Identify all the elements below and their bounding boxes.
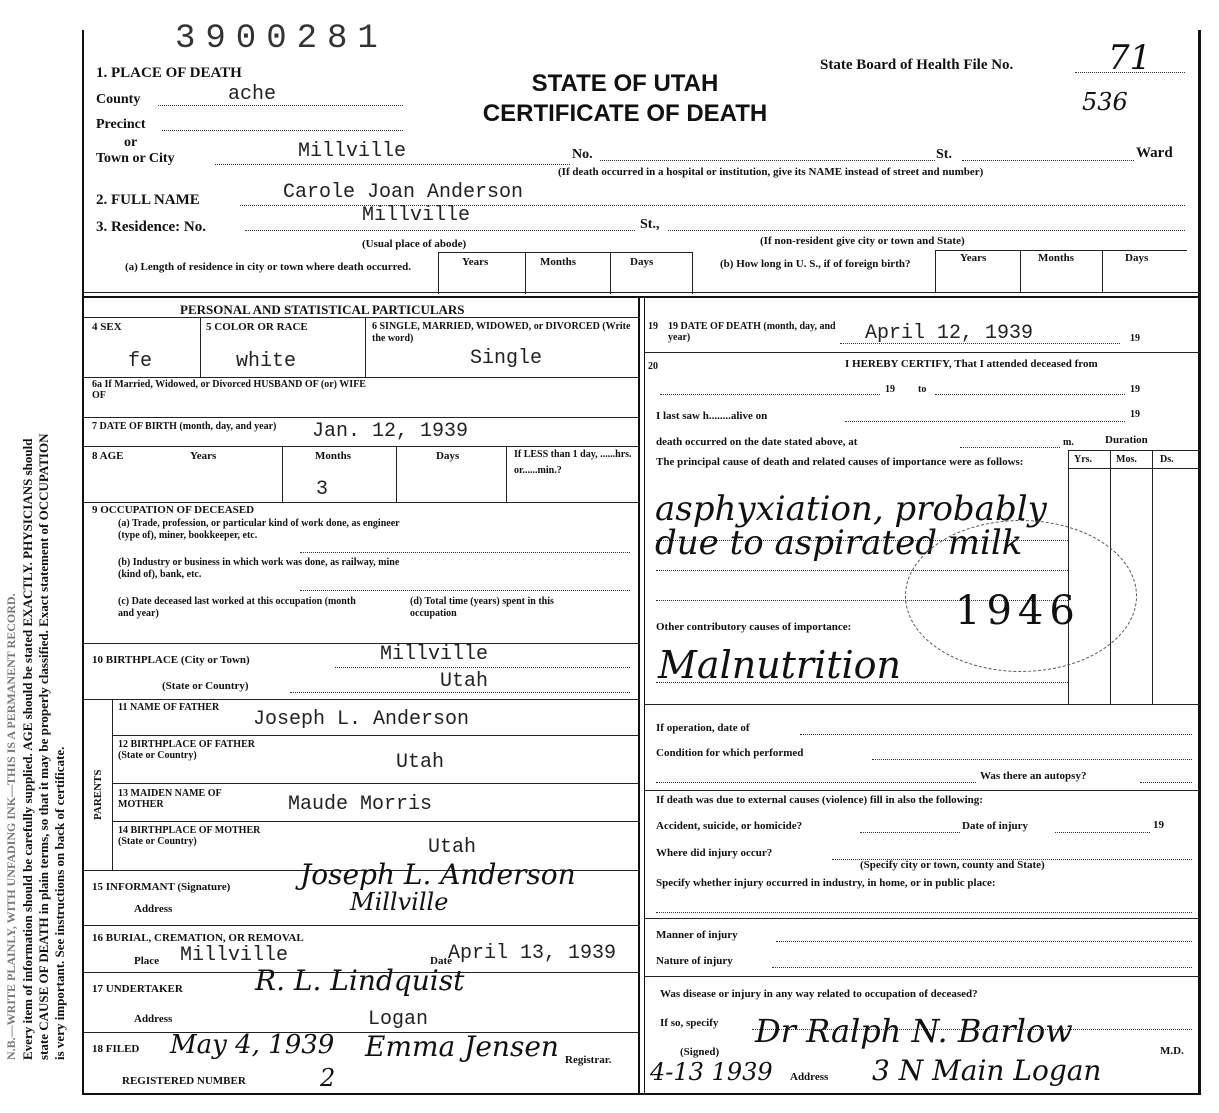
burial-label: 16 BURIAL, CREMATION, OR REMOVAL (92, 932, 304, 944)
county-value: ache (228, 83, 277, 106)
sex-value: fe (128, 350, 153, 373)
registrar-signature: Emma Jensen (365, 1030, 559, 1063)
age-div-2 (396, 447, 397, 502)
birthplace-line (335, 667, 630, 668)
dob-value: Jan. 12, 1939 (312, 420, 469, 443)
undertaker-label: 17 UNDERTAKER (92, 983, 183, 995)
less-than-label: If LESS than 1 day, ......hrs. or......min.? (514, 449, 632, 476)
precinct-line (162, 130, 403, 131)
res-box-v4 (692, 252, 693, 294)
duration-mos: Mos. (1116, 454, 1137, 465)
side-instructions-2: state CAUSE OF DEATH in plain terms, so that it may be properly classified. Exact statement of OCCUPATION (36, 433, 51, 1060)
precinct-label: Precinct (96, 117, 146, 132)
specify-city-note: (Specify city or town, county and State) (860, 859, 1045, 871)
sex-label: 4 SEX (92, 321, 122, 333)
md-label: M.D. (1160, 1045, 1184, 1057)
informant-address: Millville (350, 888, 449, 916)
filed-label: 18 FILED (92, 1043, 140, 1055)
related-label: Was disease or injury in any way related to occupation of deceased? (660, 988, 978, 1000)
residence-value: Millville (362, 204, 471, 227)
duration-yrs: Yrs. (1074, 454, 1093, 465)
duration-label: Duration (1105, 434, 1148, 446)
hospital-note: (If death occurred in a hospital or institution, give its NAME instead of street and number) (558, 166, 984, 178)
occupation-b-label: (b) Industry or business in which work was done, as railway, mine (kind of), bank, etc. (118, 557, 400, 580)
operation-label: If operation, date of (656, 722, 750, 734)
registrar-label: Registrar. (565, 1054, 612, 1066)
street-label: St. (936, 147, 952, 162)
us-months-label: Months (1038, 252, 1075, 264)
accident-line (860, 832, 960, 833)
burial-date-label: Date (430, 955, 452, 967)
dod-rule (645, 352, 1200, 353)
side-instructions-1: Every item of information should be carefully supplied. AGE should be stated EXACTLY. PHYSICIANS should (20, 438, 35, 1060)
row-rule-8 (84, 925, 638, 926)
signed-label: (Signed) (680, 1046, 720, 1058)
parents-divider (112, 699, 113, 871)
certify-to: to (918, 384, 927, 395)
ward-label: Ward (1136, 145, 1173, 161)
color-value: white (236, 350, 297, 373)
last-saw-line (845, 421, 1125, 422)
frame-bottom (82, 1093, 1200, 1095)
dod-label: 19 DATE OF DEATH (month, day, and year) (668, 321, 836, 343)
date-injury-label: Date of injury (962, 820, 1028, 832)
nature-rule (645, 976, 1200, 977)
manner-line (776, 941, 1192, 942)
age-label: 8 AGE (92, 450, 124, 462)
last-saw-19: 19 (1130, 409, 1140, 420)
autopsy-line (1140, 782, 1192, 783)
age-months-value: 3 (316, 478, 329, 501)
physician-signature: Dr Ralph N. Barlow (755, 1012, 1073, 1050)
res-box-v1 (438, 252, 439, 294)
us-box-v1 (935, 250, 936, 293)
date-injury-19: 19 (1153, 819, 1164, 831)
residence-label: 3. Residence: No. (96, 219, 206, 235)
serial-number: 3900281 (175, 20, 388, 58)
certify-text: I HEREBY CERTIFY, That I attended deceased from (845, 358, 1098, 370)
town-label: Town or City (96, 151, 175, 166)
principal-cause-label: The principal cause of death and related causes of importance were as follows: (656, 456, 1024, 468)
industry-rule (645, 918, 1200, 919)
nonresident-note: (If non-resident give city or town and State) (760, 235, 965, 247)
res-box-v2 (525, 252, 526, 294)
residence-st-line (668, 230, 1185, 231)
us-box-v3 (1102, 250, 1103, 293)
occ-b-line (300, 590, 630, 591)
stamp-number: 1946 (955, 588, 1081, 634)
informant-address-label: Address (134, 903, 173, 915)
cause-rule (645, 704, 1200, 705)
undertaker-signature: R. L. Lindquist (255, 964, 465, 997)
occupation-d-label: (d) Total time (years) spent in this occupation (410, 596, 554, 619)
nature-label: Nature of injury (656, 955, 733, 967)
sex-divider (200, 318, 201, 378)
age-years-label: Years (190, 450, 217, 462)
duration-rule-mid (1068, 468, 1198, 469)
res-years-label: Years (462, 256, 489, 268)
or-label: or (124, 135, 138, 150)
birth-state-label: (State or Country) (162, 680, 249, 692)
informant-label: 15 INFORMANT (Signature) (92, 881, 231, 893)
manner-label: Manner of injury (656, 929, 738, 941)
res-days-label: Days (630, 256, 654, 268)
autopsy-pre-line (656, 782, 976, 783)
res-box-v3 (610, 252, 611, 294)
marital-value: Single (470, 347, 543, 370)
res-box-top (438, 252, 693, 253)
mother-birthplace-value: Utah (428, 836, 477, 859)
occurred-label: death occurred on the date stated above, at (656, 436, 858, 448)
father-name-label: 11 NAME OF FATHER (118, 702, 220, 713)
occupation-label: 9 OCCUPATION OF DECEASED (92, 504, 255, 516)
us-box-v2 (1020, 250, 1021, 293)
burial-place-label: Place (134, 955, 160, 967)
frame-right (1198, 30, 1201, 1095)
full-name-label: 2. FULL NAME (96, 192, 200, 208)
section-20-number: 20 (648, 361, 658, 372)
color-divider (365, 318, 366, 378)
age-div-1 (282, 447, 283, 502)
age-months-label: Months (315, 450, 352, 462)
burial-place-value: Millville (180, 944, 289, 967)
us-years-label: Years (960, 252, 987, 264)
duration-v3 (1152, 450, 1153, 705)
operation-line (800, 734, 1192, 735)
usual-abode-note: (Usual place of abode) (362, 238, 467, 250)
side-note-plain: N.B.—WRITE PLAINLY, WITH UNFADING INK—THIS IS A PERMANENT RECORD. (4, 593, 18, 1060)
side-instructions-3: is very important. See instructions on back of certificate. (52, 746, 67, 1060)
county-line (158, 105, 403, 106)
parent-rule-3 (112, 821, 638, 822)
burial-date-value: April 13, 1939 (448, 942, 617, 965)
street-no-label: No. (572, 147, 593, 162)
date-injury-line (1055, 832, 1150, 833)
specify-industry-label: Specify whether injury occurred in industry, in home, or in public place: (656, 877, 996, 889)
mother-name-value: Maude Morris (288, 793, 433, 816)
parent-rule-1 (112, 735, 638, 736)
section-divider (82, 296, 1200, 298)
if-so-label: If so, specify (660, 1017, 719, 1029)
last-saw-label: I last saw h........alive on (656, 410, 768, 422)
other-causes-label: Other contributory causes of importance: (656, 621, 852, 633)
column-divider (638, 296, 640, 1094)
personal-heading: PERSONAL AND STATISTICAL PARTICULARS (180, 302, 465, 317)
father-birthplace-label: 12 BIRTHPLACE OF FATHER (State or Country) (118, 739, 255, 761)
autopsy-label: Was there an autopsy? (980, 770, 1087, 782)
occupation-a-label: (a) Trade, profession, or particular kind of work done, as engineer (type of), miner, bookkeeper, etc. (118, 518, 400, 541)
informant-signature: Joseph L. Anderson (300, 858, 576, 891)
where-label: Where did injury occur? (656, 847, 773, 859)
certify-19-a: 19 (885, 384, 895, 395)
certificate-title: CERTIFICATE OF DEATH (482, 100, 768, 127)
undertaker-address-label: Address (134, 1013, 173, 1025)
duration-ds: Ds. (1160, 454, 1174, 465)
cause-of-death: asphyxiation, probably due to aspirated milk (655, 489, 1047, 563)
condition-label: Condition for which performed (656, 747, 804, 759)
external-label: If death was due to external causes (violence) fill in also the following: (656, 794, 983, 806)
parent-rule-2 (112, 783, 638, 784)
filed-date: May 4, 1939 (170, 1030, 335, 1060)
registered-number-label: REGISTERED NUMBER (122, 1075, 246, 1087)
industry-line (656, 912, 1192, 913)
sign-date: 4-13 1939 (650, 1058, 773, 1086)
duration-rule-top (1068, 450, 1198, 451)
length-residence-label: (a) Length of residence in city or town where death occurred. (124, 261, 412, 273)
mother-name-label: 13 MAIDEN NAME OF MOTHER (118, 788, 222, 810)
occurred-line (960, 447, 1060, 448)
other-causes-value: Malnutrition (658, 643, 902, 687)
us-residence-label: (b) How long in U. S., if of foreign birth? (720, 258, 911, 270)
row-rule-5 (84, 643, 638, 644)
color-label: 5 COLOR OR RACE (206, 321, 308, 333)
town-value: Millville (298, 140, 407, 163)
occurred-m: m. (1063, 437, 1074, 448)
residence-st-label: St., (640, 217, 660, 232)
extra-number: 536 (1082, 88, 1128, 116)
nature-line (772, 967, 1192, 968)
res-box-bottom (82, 292, 1200, 293)
registered-number: 2 (320, 1064, 336, 1092)
row-rule-4 (84, 502, 638, 503)
accident-label: Accident, suicide, or homicide? (656, 820, 803, 832)
occ-a-line (300, 552, 630, 553)
age-div-3 (506, 447, 507, 502)
physician-address: 3 N Main Logan (872, 1054, 1102, 1087)
us-box-top (935, 250, 1187, 251)
dob-label: 7 DATE OF BIRTH (month, day, and year) (92, 421, 277, 432)
row-rule-1 (84, 377, 638, 378)
father-birthplace-value: Utah (396, 751, 445, 774)
physician-address-label: Address (790, 1071, 829, 1083)
res-months-label: Months (540, 256, 577, 268)
certify-to-line (935, 394, 1125, 395)
county-label: County (96, 92, 141, 107)
undertaker-address-value: Logan (368, 1008, 429, 1031)
place-heading: 1. PLACE OF DEATH (96, 65, 242, 81)
certify-from-line (660, 394, 880, 395)
us-days-label: Days (1125, 252, 1149, 264)
autopsy-rule (645, 790, 1200, 791)
birth-state-value: Utah (440, 670, 489, 693)
town-line (215, 164, 570, 165)
certify-19-b: 19 (1130, 384, 1140, 395)
dod-value: April 12, 1939 (865, 322, 1034, 345)
full-name-value: Carole Joan Anderson (283, 181, 524, 204)
condition-line (872, 759, 1192, 760)
personal-rule (84, 317, 638, 318)
birthplace-value: Millville (380, 643, 489, 666)
ward-line (962, 160, 1134, 161)
occupation-c-label: (c) Date deceased last worked at this occupation (month and year) (118, 596, 356, 619)
board-file-number: 71 (1108, 38, 1152, 78)
age-days-label: Days (436, 450, 460, 462)
mother-birthplace-label: 14 BIRTHPLACE OF MOTHER (State or Country) (118, 825, 261, 847)
residence-line (245, 230, 635, 231)
row-rule-6 (84, 699, 638, 700)
birthplace-label: 10 BIRTHPLACE (City or Town) (92, 654, 250, 666)
street-no-line (600, 160, 935, 161)
state-title: STATE OF UTAH (531, 70, 719, 97)
board-file-label: State Board of Health File No. (820, 57, 1014, 73)
column-divider-2 (644, 296, 645, 1094)
spouse-label: 6a If Married, Widowed, or Divorced HUSBAND OF (or) WIFE OF (92, 379, 366, 401)
frame-left (82, 30, 84, 1095)
parents-label: PARENTS (92, 769, 104, 820)
marital-label: 6 SINGLE, MARRIED, WIDOWED, or DIVORCED (Write the word) (372, 321, 631, 344)
father-name-value: Joseph L. Anderson (253, 708, 470, 731)
row-rule-2 (84, 417, 638, 418)
